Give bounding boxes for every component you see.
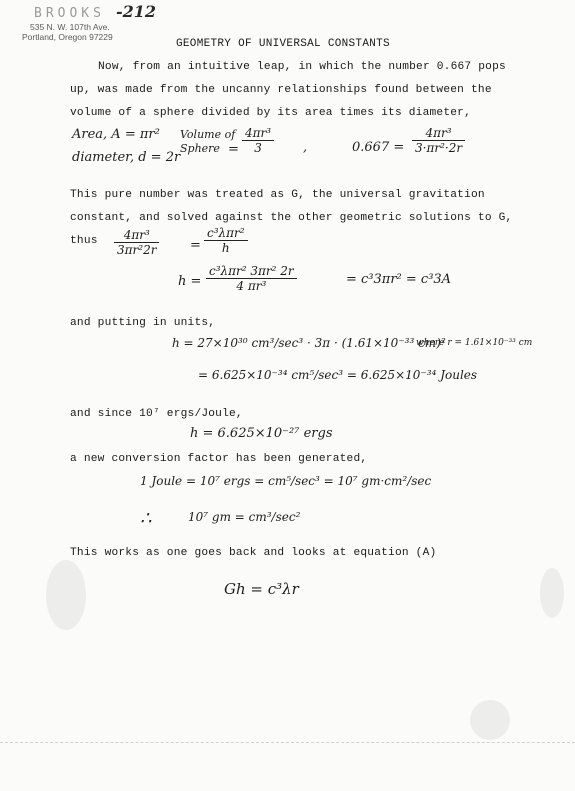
- scan-smudge: [46, 560, 86, 630]
- page-title: GEOMETRY OF UNIVERSAL CONSTANTS: [176, 38, 390, 50]
- scan-edge-line: [0, 742, 575, 743]
- eq2-right-numerator: c³λπr²: [207, 226, 245, 240]
- volume-denominator: 3: [242, 140, 274, 155]
- equals-sign: =: [228, 142, 239, 157]
- h-numerator: c³λπr² 3πr² 2r: [209, 264, 294, 278]
- eq2-right-denominator: h: [204, 240, 248, 255]
- eq2-left-fraction: [114, 228, 159, 257]
- paragraph-gravitation: This pure number was treated as G, the universal gravitation constant, and solved against the other geometric solutions to G, thus: [70, 189, 513, 247]
- scan-smudge: [470, 700, 510, 740]
- h-lhs: h =: [178, 274, 202, 289]
- comma: ,: [303, 140, 308, 155]
- units-equation-2: = 6.625×10⁻³⁴ cm⁵/sec³ = 6.625×10⁻³⁴ Joules: [198, 368, 478, 382]
- volume-numerator: 4πr³: [245, 126, 272, 140]
- g-numerator: 4πr³: [425, 126, 452, 140]
- therefore-symbol: ∴: [140, 508, 152, 529]
- h-result: = c³3πr² = c³3A: [346, 272, 452, 287]
- eq2-right-fraction: [204, 226, 248, 255]
- g-value-fraction: [412, 126, 465, 155]
- conversion-equation-2: 10⁷ gm = cm³/sec²: [188, 510, 301, 524]
- letterhead-address: 535 N. W. 107th Ave.: [30, 22, 110, 32]
- ergs-equation: h = 6.625×10⁻²⁷ ergs: [190, 426, 333, 441]
- conversion-equation-1: 1 Joule = 10⁷ ergs = cm⁵/sec³ = 10⁷ gm·cm²/sec: [140, 474, 432, 488]
- diameter-equation: diameter, d = 2r: [72, 150, 181, 165]
- area-equation: Area, A = πr²: [72, 127, 160, 142]
- h-fraction: [206, 264, 297, 293]
- units-equation-1: h = 27×10³⁰ cm³/sec³ · 3π · (1.61×10⁻³³ cm)²: [172, 336, 446, 350]
- scan-smudge: [540, 568, 564, 618]
- page-number-handwritten: -212: [116, 2, 157, 21]
- paragraph-units: and putting in units,: [70, 317, 216, 329]
- h-denominator: 4 πr³: [206, 278, 297, 293]
- g-denominator: 3·πr²·2r: [412, 140, 465, 155]
- paragraph-conversion: a new conversion factor has been generated,: [70, 453, 368, 465]
- letterhead-city: Portland, Oregon 97229: [22, 32, 113, 42]
- eq2-left-denominator: 3πr²2r: [114, 242, 159, 257]
- final-equation: Gh = c³λr: [224, 580, 299, 598]
- volume-of-sphere-label: Volume of Sphere: [180, 128, 236, 155]
- g-value-label: 0.667 =: [352, 140, 405, 155]
- paragraph-equation-a: This works as one goes back and looks at equation (A): [70, 547, 437, 559]
- volume-fraction: [242, 126, 274, 155]
- eq2-equals: =: [190, 238, 201, 253]
- paragraph-intro: Now, from an intuitive leap, in which the number 0.667 pops up, was made from the uncanny relationships found between the volume of a sphere divided by its area times its diameter,: [70, 61, 506, 119]
- eq2-left-numerator: 4πr³: [123, 228, 150, 242]
- units-where-note: where r = 1.61×10⁻³³ cm: [416, 338, 533, 348]
- paragraph-ergs: and since 10⁷ ergs/Joule,: [70, 408, 243, 420]
- letterhead-name: BROOKS: [34, 6, 105, 21]
